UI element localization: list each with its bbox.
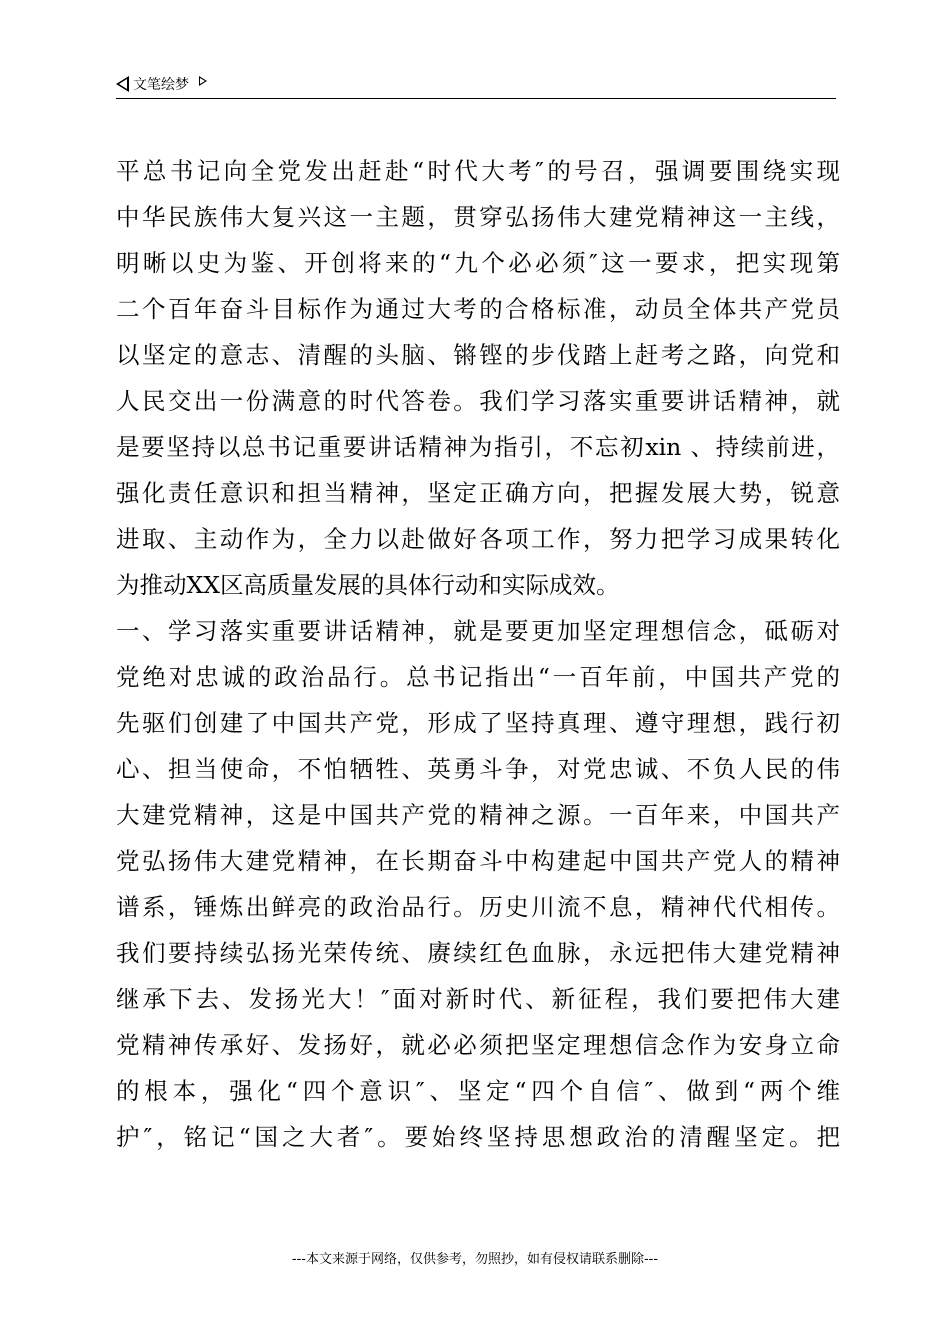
body-line: 进取、主动作为，全力以赴做好各项工作，努力把学习成果转化: [116, 525, 840, 553]
body-line: 大建党精神，这是中国共产党的精神之源。一百年来，中国共产: [116, 801, 840, 829]
body-line: 谱系，锤炼出鲜亮的政治品行。历史川流不息，精神代代相传。: [116, 893, 840, 921]
body-line: 我们要持续弘扬光荣传统、赓续红色血脉，永远把伟大建党精神: [116, 939, 840, 967]
body-line: 以坚定的意志、清醒的头脑、锵铿的步伐踏上赶考之路，向党和: [116, 341, 840, 369]
body-line: 中华民族伟大复兴这一主题，贯穿弘扬伟大建党精神这一主线，: [116, 203, 840, 231]
body-line: 二个百年奋斗目标作为通过大考的合格标准，动员全体共产党员: [116, 295, 840, 323]
body-line: 是要坚持以总书记重要讲话精神为指引，不忘初xin 、持续前进，: [116, 433, 840, 461]
body-line: 平总书记向全党发出赶赴“时代大考″的号召，强调要围绕实现: [116, 157, 840, 185]
body-line: 一、学习落实重要讲话精神，就是要更加坚定理想信念，砥砺对: [116, 617, 840, 645]
body-line: 强化责任意识和担当精神，坚定正确方向，把握发展大势，锐意: [116, 479, 840, 507]
triangle-right-icon: [199, 76, 207, 86]
body-line: 党弘扬伟大建党精神，在长期奋斗中构建起中国共产党人的精神: [116, 847, 840, 875]
brand-title: 文笔绘梦: [133, 77, 189, 93]
body-line: 心、担当使命，不怕牺牲、英勇斗争，对党忠诚、不负人民的伟: [116, 755, 840, 783]
body-line: 护″，铭记“国之大者″。要始终坚持思想政治的清醒坚定。把: [116, 1123, 840, 1151]
body-line: 人民交出一份满意的时代答卷。我们学习落实重要讲话精神，就: [116, 387, 840, 415]
page-footer: ---本文来源于网络，仅供参考，勿照抄，如有侵权请联系删除---: [291, 1252, 659, 1267]
body-line: 党精神传承好、发扬好，就必必须把坚定理想信念作为安身立命: [116, 1031, 840, 1059]
body-line: 党绝对忠诚的政治品行。总书记指出“一百年前，中国共产党的: [116, 663, 840, 691]
document-body: [116, 148, 840, 1160]
page-header: [116, 72, 836, 99]
body-line: 先驱们创建了中国共产党，形成了坚持真理、遵守理想，践行初: [116, 709, 840, 737]
body-line: 为推动XX区高质量发展的具体行动和实际成效。: [116, 571, 620, 599]
triangle-left-icon: [116, 76, 129, 92]
brand: [116, 74, 207, 94]
body-line: 继承下去、发扬光大！″面对新时代、新征程，我们要把伟大建: [116, 985, 840, 1013]
body-line: 明晰以史为鉴、开创将来的“九个必必须″这一要求，把实现第: [116, 249, 840, 277]
body-line: 的根本，强化“四个意识″、坚定“四个自信″、做到“两个维: [116, 1077, 840, 1105]
